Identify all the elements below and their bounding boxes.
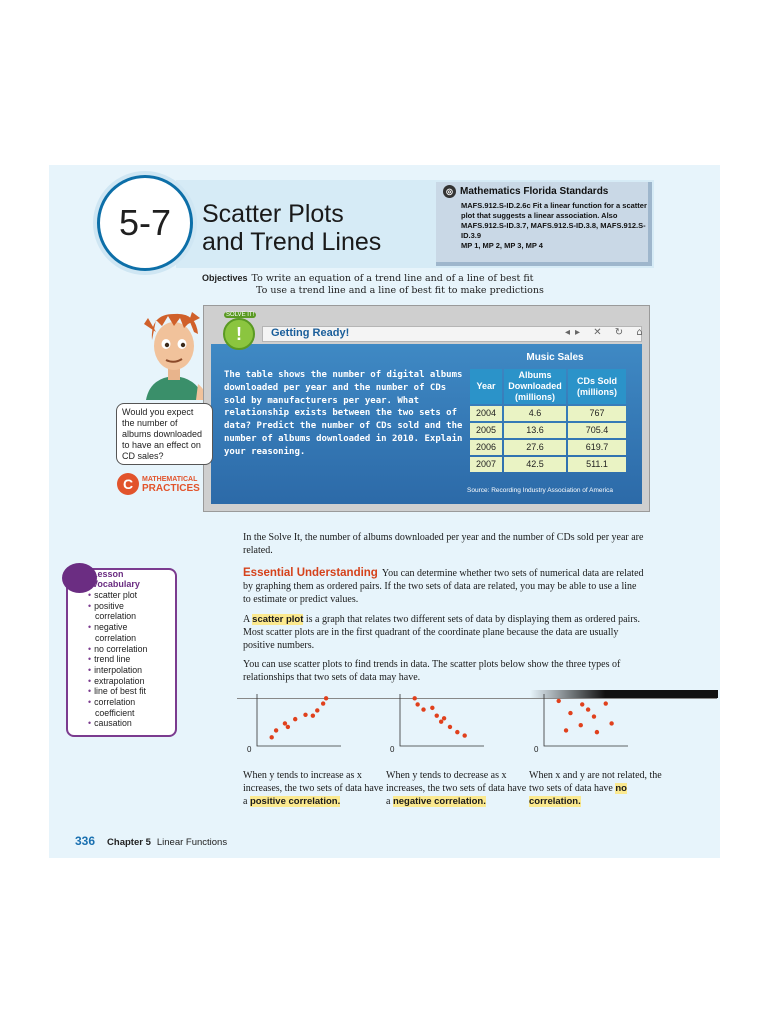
- lesson-title: [202, 200, 381, 256]
- no-correlation-plot: [532, 690, 632, 752]
- solve-it-toolbar-title: Getting Ready!: [271, 327, 350, 339]
- caption-positive: [243, 769, 385, 808]
- vocabulary-item: • causation: [88, 718, 147, 729]
- table-cell: 767: [568, 406, 626, 421]
- objectives-label: Objectives: [202, 273, 248, 283]
- vocabulary-heading: [92, 569, 140, 589]
- data-point: [604, 701, 608, 705]
- mathematical-practices-logo: [117, 473, 200, 495]
- essential-understanding-text: You can determine whether two sets of numerical data are related by graphing them as ordered pairs. If the two sets of data are related, you may be able to use a line to estimate or predict values.: [243, 568, 644, 605]
- standards-heading-text: Mathematics Florida Standards: [460, 186, 609, 197]
- column-header-albums: Albums Downloaded (millions): [504, 369, 566, 404]
- term-scatter-plot: scatter plot: [252, 614, 304, 625]
- lesson-number-badge: [97, 175, 193, 271]
- practices-line2: PRACTICES: [142, 483, 200, 494]
- practices-icon: C: [117, 473, 139, 495]
- scatter-plot-definition: [243, 613, 646, 652]
- objectives: [202, 272, 544, 297]
- lesson-number: 5-7: [118, 202, 172, 243]
- table-row: [470, 406, 626, 421]
- table-cell: 2004: [470, 406, 502, 421]
- table-cell: 2005: [470, 423, 502, 438]
- table-cell: 27.6: [504, 440, 566, 455]
- table-cell: 4.6: [504, 406, 566, 421]
- positive-correlation-plot: [245, 690, 345, 752]
- origin-label: 0: [390, 745, 395, 754]
- term-positive-correlation: positive correlation.: [249, 796, 341, 807]
- lesson-title-line1: Scatter Plots: [202, 200, 344, 228]
- lesson-title-line2: and Trend Lines: [202, 228, 382, 256]
- data-point: [270, 735, 274, 739]
- definition-text: is a graph that relates two different sets of data by displaying them as ordered pairs. Most scatter plots are in the first quadrant of the coordinate plane because the data are usually positive numbers.: [243, 614, 641, 651]
- standards-text: [461, 201, 649, 251]
- table-cell: 2006: [470, 440, 502, 455]
- data-point: [293, 717, 297, 721]
- term-no-correlation: no correlation.: [529, 783, 627, 807]
- table-header-row: [470, 369, 626, 404]
- caption-text: When y tends to decrease as x increases, the two sets of data have a: [386, 770, 527, 807]
- data-point: [315, 708, 319, 712]
- data-point: [448, 725, 452, 729]
- solve-it-badge-mark: !: [236, 323, 242, 344]
- column-header-cds: CDs Sold (millions): [568, 369, 626, 404]
- solve-it-badge-label: SOLVE IT!: [226, 312, 255, 318]
- caption-text: When y tends to increase as x increases, the two sets of data have a: [243, 770, 384, 807]
- table-row: [470, 423, 626, 438]
- data-point: [435, 713, 439, 717]
- negative-correlation-plot: [388, 690, 488, 752]
- data-point: [439, 720, 443, 724]
- table-source: Source: Recording Industry Association of America: [467, 487, 613, 494]
- vocabulary-item-continued: correlation: [95, 632, 137, 643]
- data-point: [430, 706, 434, 710]
- origin-label: 0: [247, 745, 252, 754]
- standards-icon: ◎: [443, 185, 456, 198]
- standards-body: MAFS.912.S-ID.2.6c Fit a linear function for a scatter plot that suggests a linear association. Also MAFS.912.S-ID.3.7, MAFS.912.S-ID.3.8, MAFS.912.S-ID.3.9: [461, 201, 647, 240]
- page-number: 336: [75, 834, 96, 848]
- data-point: [609, 721, 613, 725]
- data-point: [324, 696, 328, 700]
- table-cell: 2007: [470, 457, 502, 472]
- data-point: [274, 728, 278, 732]
- solve-it-badge-icon: [223, 318, 255, 350]
- vocabulary-heading-line2: Vocabulary: [92, 579, 140, 589]
- plot-axes: [544, 694, 628, 746]
- standards-heading: [443, 185, 608, 198]
- vocabulary-item: • extrapolation: [88, 676, 147, 687]
- table-row: [470, 457, 626, 472]
- data-point: [592, 714, 596, 718]
- definition-prefix: A: [243, 614, 250, 625]
- caption-text: When x and y are not related, the two sets of data have: [529, 770, 662, 794]
- speech-bubble: Would you expect the number of albums downloaded to have an effect on CD sales?: [116, 403, 213, 465]
- trends-paragraph: You can use scatter plots to find trends in data. The scatter plots below show the three types of relationships that two sets of data may have.: [243, 659, 621, 683]
- table-cell: 511.1: [568, 457, 626, 472]
- vocabulary-item: • positive: [88, 601, 147, 612]
- data-point: [442, 716, 446, 720]
- vocabulary-item: • interpolation: [88, 665, 147, 676]
- music-sales-table: [468, 367, 628, 474]
- data-point: [283, 721, 287, 725]
- data-point: [564, 728, 568, 732]
- objective-1: To write an equation of a trend line and of a line of best fit: [251, 273, 534, 284]
- table-cell: 619.7: [568, 440, 626, 455]
- data-point: [462, 733, 466, 737]
- data-point: [586, 707, 590, 711]
- vocabulary-item: • negative: [88, 622, 147, 633]
- plot-axes: [257, 694, 341, 746]
- vocabulary-item: • correlation: [88, 697, 147, 708]
- data-point: [421, 707, 425, 711]
- objective-2: To use a trend line and a line of best fit to make predictions: [256, 285, 544, 296]
- vocabulary-heading-line1: Lesson: [92, 569, 124, 579]
- caption-none: [529, 769, 671, 808]
- vocabulary-item-continued: correlation: [95, 611, 137, 622]
- vocabulary-item: • trend line: [88, 654, 147, 665]
- data-point: [415, 702, 419, 706]
- table-row: [470, 440, 626, 455]
- intro-paragraph: In the Solve It, the number of albums downloaded per year and the number of CDs sold per year are related.: [243, 532, 644, 556]
- vocabulary-list: [88, 590, 147, 729]
- data-point: [579, 723, 583, 727]
- data-point: [286, 725, 290, 729]
- toolbar-nav-icons[interactable]: ◂▸ ✕ ↻ ⌂: [565, 327, 648, 338]
- vocabulary-item: • scatter plot: [88, 590, 147, 601]
- data-point: [580, 702, 584, 706]
- vocabulary-item: • line of best fit: [88, 686, 147, 697]
- chapter-name: Linear Functions: [156, 837, 228, 848]
- table-cell: 42.5: [504, 457, 566, 472]
- essential-understanding: [243, 567, 646, 606]
- data-point: [321, 701, 325, 705]
- caption-negative: [386, 769, 528, 808]
- data-point: [568, 711, 572, 715]
- music-sales-title: Music Sales: [526, 352, 584, 363]
- table-cell: 705.4: [568, 423, 626, 438]
- table-cell: 13.6: [504, 423, 566, 438]
- practices-line1: MATHEMATICAL: [142, 476, 198, 483]
- data-point: [557, 699, 561, 703]
- vocabulary-item-continued: coefficient: [95, 707, 135, 718]
- page-footer: [75, 832, 227, 850]
- chapter-label: Chapter 5: [107, 837, 151, 848]
- solve-it-problem: The table shows the number of digital albums downloaded per year and the number of CDs sold by manufacturers per year. What relationship exists between the two sets of data? Predict the number of CDs sold and the number of albums downloaded in 2010. Explain your reasoning.: [224, 370, 463, 457]
- vocabulary-item: • no correlation: [88, 644, 147, 655]
- origin-label: 0: [534, 745, 539, 754]
- student-character-illustration: [136, 304, 212, 404]
- data-point: [595, 730, 599, 734]
- term-negative-correlation: negative correlation.: [392, 796, 486, 807]
- column-header-year: Year: [470, 369, 502, 404]
- essential-understanding-heading: Essential Understanding: [243, 567, 378, 579]
- data-point: [413, 696, 417, 700]
- data-point: [455, 730, 459, 734]
- standards-mp: MP 1, MP 2, MP 3, MP 4: [461, 241, 543, 250]
- data-point: [311, 713, 315, 717]
- data-point: [303, 713, 307, 717]
